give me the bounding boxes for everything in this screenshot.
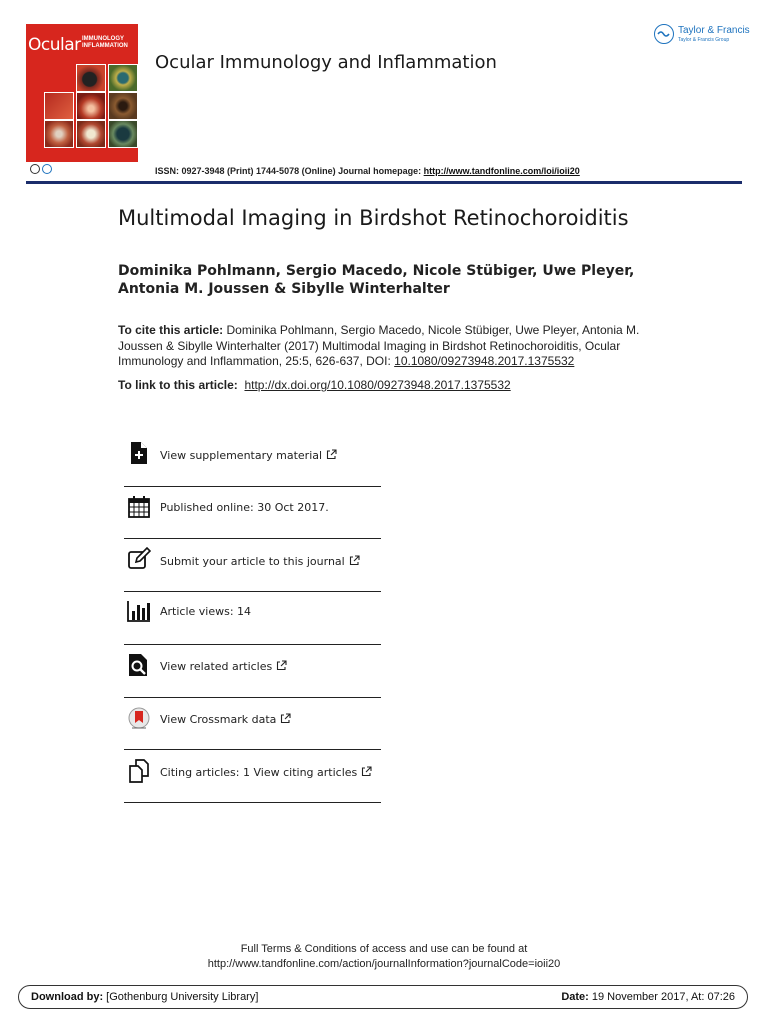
link-label: To link to this article:	[118, 378, 238, 392]
journal-homepage-link[interactable]: http://www.tandfonline.com/loi/ioii20	[423, 166, 580, 176]
external-link-icon	[361, 766, 372, 777]
cover-photo	[76, 64, 106, 92]
citation-block	[118, 323, 678, 370]
cover-photo	[108, 92, 138, 120]
list-item-label: View related articles	[160, 660, 287, 673]
external-link-icon	[326, 449, 337, 460]
list-divider	[124, 697, 381, 698]
external-link-icon	[280, 713, 291, 724]
edit-icon	[127, 547, 151, 571]
article-link-line	[118, 378, 511, 392]
cover-photo	[108, 64, 138, 92]
terms-line: Full Terms & Conditions of access and use can be found at	[240, 943, 528, 955]
download-date: Date: 19 November 2017, At: 07:26	[561, 991, 735, 1003]
download-footer	[18, 985, 748, 1009]
citation-label: To cite this article:	[118, 323, 224, 337]
journal-name: Ocular Immunology and Inflammation	[155, 52, 497, 73]
external-link-icon	[276, 660, 287, 671]
cover-photo	[108, 120, 138, 148]
header-divider	[26, 181, 742, 184]
external-link-icon	[349, 555, 360, 566]
article-authors: Dominika Pohlmann, Sergio Macedo, Nicole Stübiger, Uwe Pleyer, Antonia M. Joussen & Sibylle Winterhalter	[118, 263, 635, 297]
list-item-label: Submit your article to this journal	[160, 555, 360, 568]
cover-photo	[44, 92, 74, 120]
citation-text: Dominika Pohlmann, Sergio Macedo, Nicole Stübiger, Uwe Pleyer, Antonia M. Joussen & Sibylle Winterhalter (2017) Multimodal Imaging in Birdshot Retinochoroiditis, Ocular Immunology and Inflammation, 25:5, 626-637, DOI:	[118, 323, 640, 368]
list-item-label: Published online: 30 Oct 2017.	[160, 501, 329, 514]
cover-badge-icon	[30, 164, 40, 174]
cover-subtitle: IMMUNOLOGY INFLAMMATION	[82, 36, 128, 49]
issn-text: ISSN: 0927-3948 (Print) 1744-5078 (Online) Journal homepage:	[155, 166, 422, 176]
terms-url-link[interactable]: http://www.tandfonline.com/action/journalInformation?journalCode=ioii20	[207, 958, 561, 970]
journal-cover	[26, 24, 138, 178]
cover-photo	[44, 120, 74, 148]
publisher-wave-icon	[655, 25, 672, 42]
cover-title: Ocular	[28, 35, 81, 55]
search-document-icon	[127, 653, 151, 677]
article-doi-link[interactable]: http://dx.doi.org/10.1080/09273948.2017.1375532	[244, 378, 511, 392]
citing-articles-icon	[127, 759, 151, 783]
calendar-icon	[127, 495, 151, 519]
list-item-label: Article views: 14	[160, 605, 252, 618]
list-divider	[124, 486, 381, 487]
publisher-name: Taylor & Francis	[678, 25, 750, 36]
list-divider	[124, 591, 381, 592]
crossmark-icon	[127, 707, 151, 731]
publisher-logo[interactable]	[654, 24, 750, 44]
citation-doi-link[interactable]: 10.1080/09273948.2017.1375532	[394, 354, 575, 368]
list-item-label: Citing articles: 1 View citing articles	[160, 766, 372, 779]
issn-line	[155, 166, 580, 176]
bar-chart-icon	[127, 599, 151, 623]
cover-photo	[76, 92, 106, 120]
cover-photo	[76, 120, 106, 148]
list-divider	[124, 538, 381, 539]
cover-badge-icon	[42, 164, 52, 174]
publisher-tagline: Taylor & Francis Group	[678, 37, 730, 43]
article-title: Multimodal Imaging in Birdshot Retinochoroiditis	[118, 206, 629, 230]
supplementary-file-icon	[127, 441, 151, 465]
publisher-logo-icon	[654, 24, 674, 44]
list-divider	[124, 749, 381, 750]
list-item-label: View supplementary material	[160, 449, 337, 462]
list-item-label: View Crossmark data	[160, 713, 291, 726]
list-divider	[124, 802, 381, 803]
list-divider	[124, 644, 381, 645]
terms-notice	[0, 942, 768, 972]
download-info: Download by: [Gothenburg University Library]	[31, 991, 259, 1003]
